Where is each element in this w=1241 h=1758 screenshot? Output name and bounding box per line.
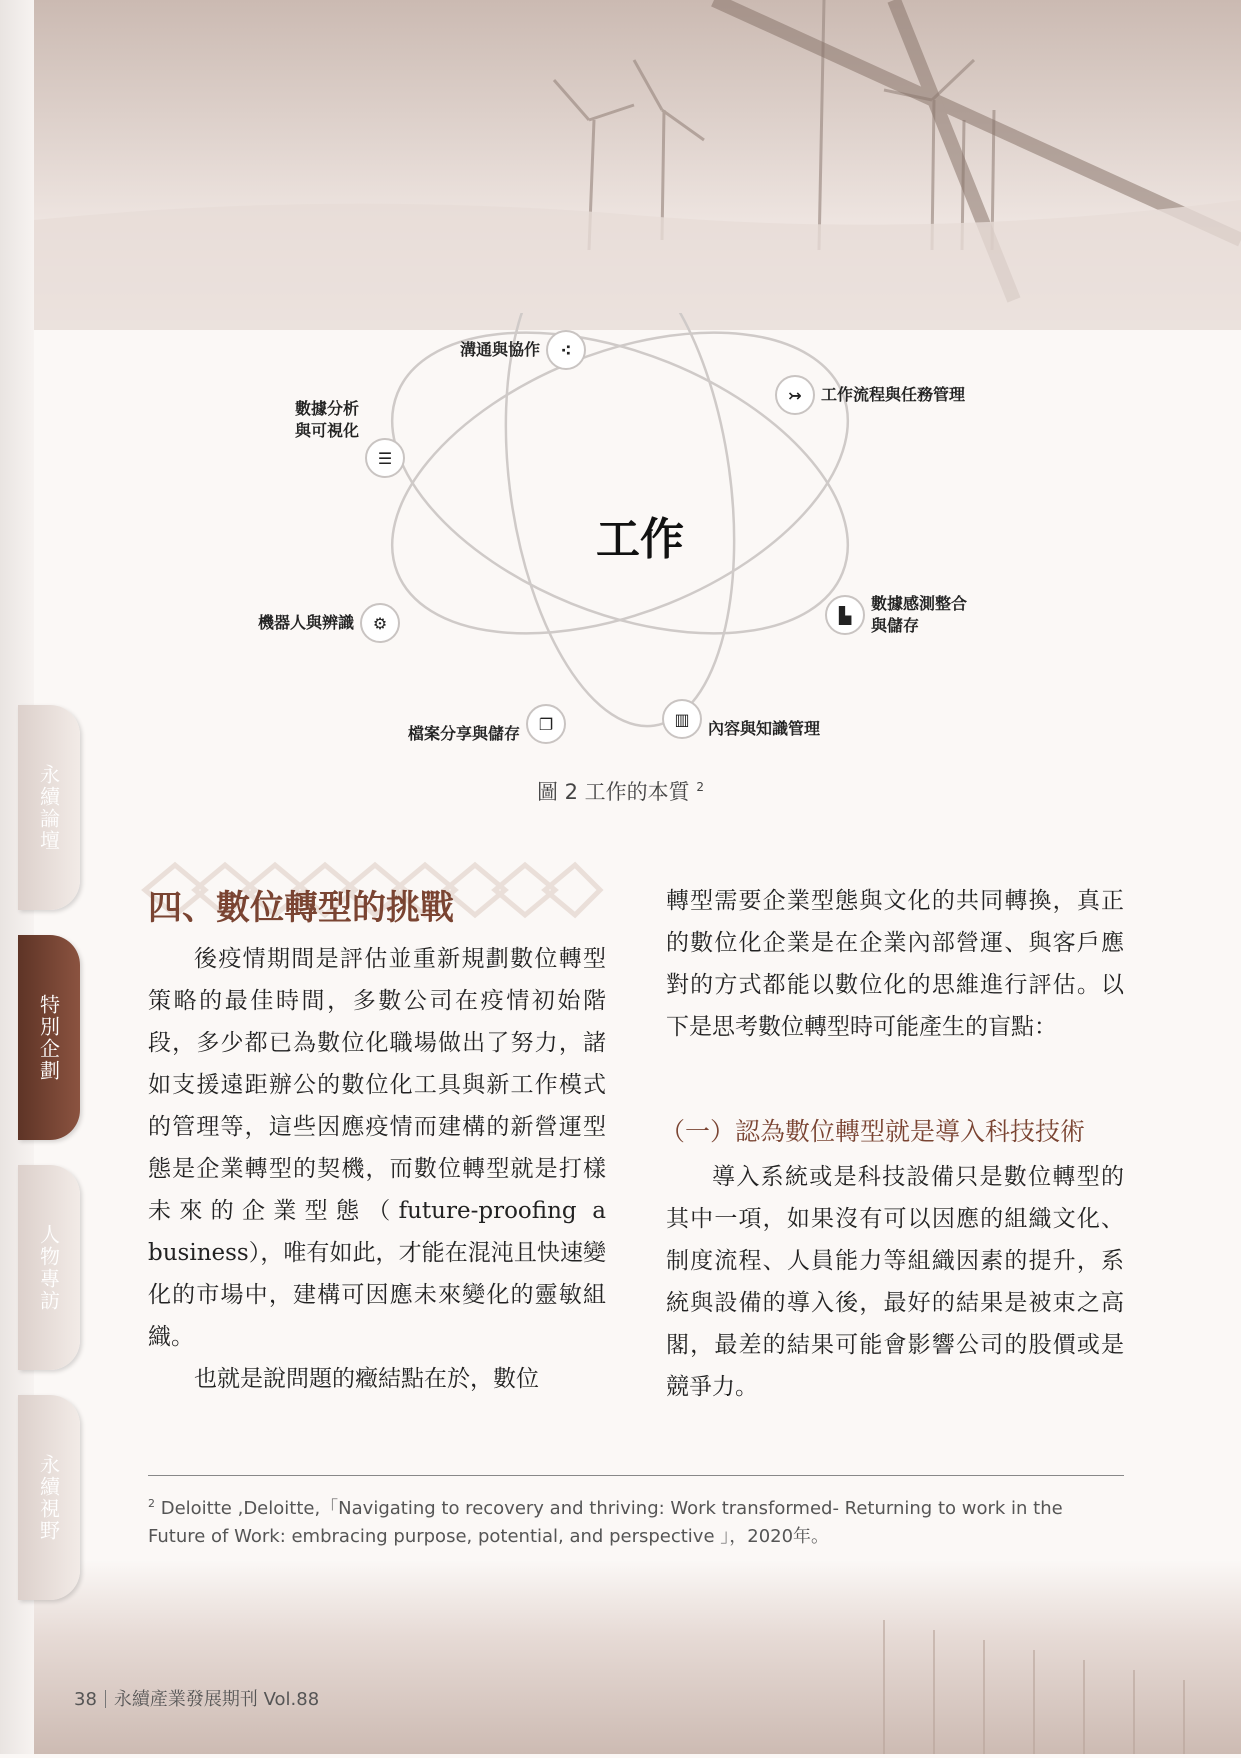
work-nature-diagram [200,313,1070,743]
tab-sustainability-vision[interactable] [18,1395,80,1600]
books-icon: ▥ [662,699,702,739]
publication-title: 永續產業發展期刊 Vol.88 [113,1689,320,1710]
footnote [148,1490,1124,1551]
tab-special-feature[interactable] [18,935,80,1140]
caption-text: 圖 2 工作的本質 [536,780,690,804]
node-communication [460,330,586,370]
body-paragraph: 後疫情期間是評估並重新規劃數位轉型策略的最佳時間，多數公司在疫情初始階段，多少都已為數位化職場做出了努力，諸如支援遠距辦公的數位化工具與新工作模式的管理等，這些因應疫情而建構的新營運型態是企業轉型的契機，而數位轉型就是打樣未來的企業型態（future-proofing a business），唯有如此，才能在混沌且快速變化的市場中，建構可因應未來變化的靈敏組織。 [148,946,606,1350]
node-robotics [258,603,400,643]
node-data-analysis [295,398,405,468]
bottom-decorative-band [34,1560,1241,1754]
tab-interviews[interactable] [18,1165,80,1370]
node-label: 工作流程與任務管理 [821,385,966,404]
node-label: 檔案分享與儲存 [408,724,521,743]
body-column-left [148,938,606,1400]
factory-icon: ▙ [825,595,865,635]
body-paragraph: 轉型需要企業型態與文化的共同轉換，真正的數位化企業是在企業內部營運、與客戶應對的方式都能以數位化的思維進行評估。以下是思考數位轉型時可能產生的盲點： [666,888,1124,1040]
node-label: 數據分析 與可視化 [295,399,360,440]
tab-label: 永續視野 [36,1453,61,1542]
node-knowledge [662,698,820,740]
page-number: 38 [74,1689,97,1710]
footnote-divider [148,1475,1124,1476]
body-paragraph: 也就是說問題的癥結點在於，數位 [194,1366,539,1392]
sliders-icon: ☰ [365,438,405,478]
tab-label: 特別企劃 [36,993,61,1082]
tab-sustainability-forum[interactable] [18,705,80,910]
node-label: 數據感測整合 與儲存 [871,594,968,635]
tab-label: 人物專訪 [36,1223,61,1312]
body-column-right-2 [666,1156,1124,1408]
gear-icon: ⚙ [360,603,400,643]
caption-footnote-ref: 2 [696,780,705,794]
figure-caption [400,776,841,806]
documents-icon: ❐ [526,704,566,744]
node-data-sensing [825,593,967,637]
body-column-right [666,880,1124,1048]
body-paragraph: 導入系統或是科技設備只是數位轉型的其中一項，如果沒有可以因應的組織文化、制度流程、人員能力等組織因素的提升，系統與設備的導入後，最好的結果是被束之高閣，最差的結果可能會影響公司的股價或是競爭力。 [666,1164,1124,1400]
node-label: 溝通與協作 [460,340,541,359]
node-workflow [775,375,965,415]
tab-label: 永續論壇 [36,763,61,852]
node-label: 機器人與辨識 [258,613,355,632]
footnote-number: 2 [148,1497,155,1510]
page-folio [74,1685,319,1711]
folio-divider [105,1690,106,1708]
wind-turbine-banner [34,0,1241,330]
footnote-text: Deloitte ,Deloitte,「Navigating to recovery and thriving: Work transformed- Returning to work in the Future of Work: embracing purpose, potential, and perspective 」，2020年。 [148,1498,1063,1547]
section-heading: 四、數位轉型的挑戰 [148,888,454,928]
workflow-arrow-icon: ↣ [775,375,815,415]
subsection-heading: （一）認為數位轉型就是導入科技技術 [660,1117,1086,1146]
share-nodes-icon: ⁖ [546,330,586,370]
node-label: 內容與知識管理 [708,719,821,738]
diagram-center-label: 工作 [596,514,684,565]
node-file-sharing [408,703,566,745]
